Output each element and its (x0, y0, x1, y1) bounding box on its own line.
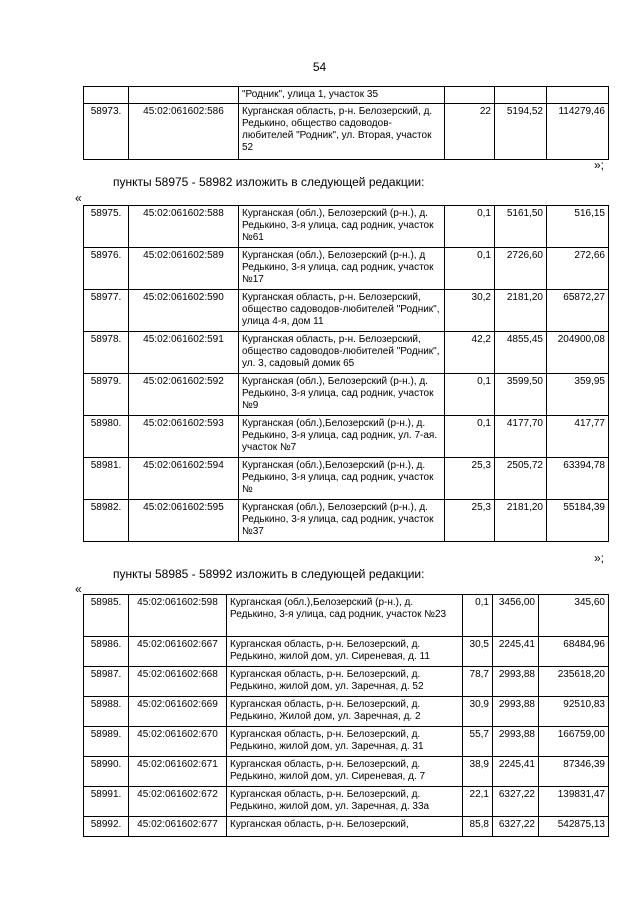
cadastral-value-cell: 68484,96 (539, 637, 609, 667)
address-cell: Курганская область, р-н. Белозерский, д. Редькино, Жилой дом, ул. Заречная, д. 2 (227, 697, 463, 727)
table-row (84, 757, 609, 787)
table-row (84, 87, 609, 104)
area-cell: 42,2 (445, 332, 495, 374)
unit-value-cell: 6327,22 (493, 787, 539, 817)
table-row (84, 206, 609, 248)
item-number-cell: 58985. (84, 595, 129, 637)
address-cell: Курганская (обл.),Белозерский (р-н.), д. Редькино, 3-я улица, сад родник, участок № (239, 458, 445, 500)
unit-value-cell (495, 87, 547, 104)
unit-value-cell: 4855,45 (495, 332, 547, 374)
unit-value-cell: 2993,88 (493, 667, 539, 697)
item-number-cell: 58979. (84, 374, 129, 416)
address-cell: Курганская (обл.), Белозерский (р-н.), д. Редькино, 3-я улица, сад родник, участок №61 (239, 206, 445, 248)
item-number-cell: 58987. (84, 667, 129, 697)
address-cell: Курганская (обл.),Белозерский (р-н.), д. Редькино, 3-я улица, сад родник, участок №23 (227, 595, 463, 637)
cadastral-number-cell: 45:02:061602:677 (129, 817, 227, 837)
area-cell: 0,1 (445, 248, 495, 290)
cadastral-number-cell (129, 87, 239, 104)
opening-quote: « (75, 582, 82, 596)
amendment-instruction: пункты 58975 - 58982 изложить в следующей редакции: (113, 175, 425, 189)
table-row (84, 817, 609, 837)
cadastral-number-cell: 45:02:061602:590 (129, 290, 239, 332)
area-cell: 55,7 (463, 727, 493, 757)
area-cell: 0,1 (445, 206, 495, 248)
cadastral-value-cell: 139831,47 (539, 787, 609, 817)
cadastral-value-cell: 92510,83 (539, 697, 609, 727)
unit-value-cell: 3599,50 (495, 374, 547, 416)
unit-value-cell: 2993,88 (493, 697, 539, 727)
area-cell: 85,8 (463, 817, 493, 837)
address-cell: Курганская (обл.), Белозерский (р-н.), д Редькино, 3-я улица, сад родник, участок №17 (239, 248, 445, 290)
table-row (84, 248, 609, 290)
item-number-cell: 58991. (84, 787, 129, 817)
address-cell: "Родник", улица 1, участок 35 (239, 87, 445, 104)
unit-value-cell: 4177,70 (495, 416, 547, 458)
cadastral-number-cell: 45:02:061602:591 (129, 332, 239, 374)
item-number-cell: 58978. (84, 332, 129, 374)
table-continuation (83, 86, 609, 160)
table-row (84, 787, 609, 817)
address-cell: Курганская область, р-н. Белозерский, (227, 817, 463, 837)
area-cell: 25,3 (445, 458, 495, 500)
address-cell: Курганская (обл.), Белозерский (р-н.), д. Редькино, 3-я улица, сад родник, участок №37 (239, 500, 445, 542)
table-row (84, 595, 609, 637)
address-cell: Курганская область, р-н. Белозерский, д. Редькино, жилой дом, ул. Заречная, д. 52 (227, 667, 463, 697)
cadastral-number-cell: 45:02:061602:589 (129, 248, 239, 290)
table-row (84, 500, 609, 542)
cadastral-number-cell: 45:02:061602:594 (129, 458, 239, 500)
cadastral-number-cell: 45:02:061602:588 (129, 206, 239, 248)
item-number-cell: 58988. (84, 697, 129, 727)
item-number-cell: 58990. (84, 757, 129, 787)
unit-value-cell: 5161,50 (495, 206, 547, 248)
address-cell: Курганская (обл.), Белозерский (р-н.), д. Редькино, 3-я улица, сад родник, участок №9 (239, 374, 445, 416)
area-cell: 25,3 (445, 500, 495, 542)
closing-quote: »; (594, 158, 605, 172)
address-cell: Курганская (обл.),Белозерский (р-н.), д. Редькино, 3-я улица, сад родник, ул. 7-ая. участок №7 (239, 416, 445, 458)
cadastral-number-cell: 45:02:061602:670 (129, 727, 227, 757)
unit-value-cell: 2245,41 (493, 637, 539, 667)
item-number-cell (84, 87, 129, 104)
unit-value-cell: 2505,72 (495, 458, 547, 500)
address-cell: Курганская область, р-н. Белозерский, д. Редькино, жилой дом, ул. Заречная, д. 31 (227, 727, 463, 757)
area-cell: 0,1 (463, 595, 493, 637)
cadastral-value-cell: 114279,46 (547, 104, 609, 160)
item-number-cell: 58975. (84, 206, 129, 248)
cadastral-number-cell: 45:02:061602:669 (129, 697, 227, 727)
cadastral-value-cell: 55184,39 (547, 500, 609, 542)
cadastral-value-cell: 87346,39 (539, 757, 609, 787)
item-number-cell: 58980. (84, 416, 129, 458)
item-number-cell: 58989. (84, 727, 129, 757)
unit-value-cell: 3456,00 (493, 595, 539, 637)
cadastral-value-cell: 359,95 (547, 374, 609, 416)
item-number-cell: 58976. (84, 248, 129, 290)
cadastral-value-cell: 542875,13 (539, 817, 609, 837)
item-number-cell: 58992. (84, 817, 129, 837)
cadastral-number-cell: 45:02:061602:671 (129, 757, 227, 787)
address-cell: Курганская область, р-н. Белозерский, д. Редькино, жилой дом, ул. Заречная, д. 33а (227, 787, 463, 817)
area-cell: 38,9 (463, 757, 493, 787)
table-row (84, 667, 609, 697)
cadastral-value-cell: 235618,20 (539, 667, 609, 697)
table-row (84, 332, 609, 374)
area-cell: 30,9 (463, 697, 493, 727)
opening-quote: « (75, 191, 82, 205)
item-number-cell: 58973. (84, 104, 129, 160)
unit-value-cell: 2993,88 (493, 727, 539, 757)
cadastral-number-cell: 45:02:061602:668 (129, 667, 227, 697)
unit-value-cell: 6327,22 (493, 817, 539, 837)
area-cell: 30,5 (463, 637, 493, 667)
cadastral-value-cell: 166759,00 (539, 727, 609, 757)
closing-quote: »; (594, 551, 605, 565)
table-row (84, 637, 609, 667)
table-row (84, 374, 609, 416)
area-cell: 22 (445, 104, 495, 160)
cadastral-number-cell: 45:02:061602:592 (129, 374, 239, 416)
table-amendment-1 (83, 205, 609, 542)
unit-value-cell: 2181,20 (495, 290, 547, 332)
table-row (84, 290, 609, 332)
area-cell: 22,1 (463, 787, 493, 817)
table-body (84, 87, 609, 160)
cadastral-number-cell: 45:02:061602:598 (129, 595, 227, 637)
address-cell: Курганская область, р-н. Белозерский, д. Редькино, жилой дом, ул. Сиреневая, д. 7 (227, 757, 463, 787)
item-number-cell: 58982. (84, 500, 129, 542)
cadastral-value-cell: 516,15 (547, 206, 609, 248)
cadastral-number-cell: 45:02:061602:586 (129, 104, 239, 160)
cadastral-number-cell: 45:02:061602:595 (129, 500, 239, 542)
cadastral-number-cell: 45:02:061602:593 (129, 416, 239, 458)
table-row (84, 727, 609, 757)
table-row (84, 104, 609, 160)
area-cell: 30,2 (445, 290, 495, 332)
unit-value-cell: 5194,52 (495, 104, 547, 160)
unit-value-cell: 2726,60 (495, 248, 547, 290)
cadastral-value-cell: 65872,27 (547, 290, 609, 332)
area-cell: 0,1 (445, 374, 495, 416)
cadastral-number-cell: 45:02:061602:667 (129, 637, 227, 667)
area-cell (445, 87, 495, 104)
cadastral-value-cell: 272,66 (547, 248, 609, 290)
item-number-cell: 58986. (84, 637, 129, 667)
cadastral-value-cell (547, 87, 609, 104)
table-row (84, 458, 609, 500)
item-number-cell: 58981. (84, 458, 129, 500)
cadastral-value-cell: 204900,08 (547, 332, 609, 374)
table-body (84, 206, 609, 542)
amendment-instruction: пункты 58985 - 58992 изложить в следующей редакции: (113, 567, 425, 581)
address-cell: Курганская область, р-н. Белозерский, д. Редькино, жилой дом, ул. Сиреневая, д. 11 (227, 637, 463, 667)
table-amendment-2 (83, 594, 609, 837)
table-row (84, 416, 609, 458)
area-cell: 0,1 (445, 416, 495, 458)
unit-value-cell: 2245,41 (493, 757, 539, 787)
item-number-cell: 58977. (84, 290, 129, 332)
table-body (84, 595, 609, 837)
address-cell: Курганская область, р-н. Белозерский, д. Редькино, общество садоводов-любителей "Родник", ул. Вторая, участок 52 (239, 104, 445, 160)
address-cell: Курганская область, р-н. Белозерский, общество садоводов-любителей "Родник", ул. 3, садовый домик 65 (239, 332, 445, 374)
table-row (84, 697, 609, 727)
unit-value-cell: 2181,20 (495, 500, 547, 542)
cadastral-number-cell: 45:02:061602:672 (129, 787, 227, 817)
area-cell: 78,7 (463, 667, 493, 697)
cadastral-value-cell: 417,77 (547, 416, 609, 458)
address-cell: Курганская область, р-н. Белозерский, общество садоводов-любителей "Родник", улица 4-я, дом 11 (239, 290, 445, 332)
page-number: 54 (312, 60, 327, 74)
cadastral-value-cell: 63394,78 (547, 458, 609, 500)
cadastral-value-cell: 345,60 (539, 595, 609, 637)
